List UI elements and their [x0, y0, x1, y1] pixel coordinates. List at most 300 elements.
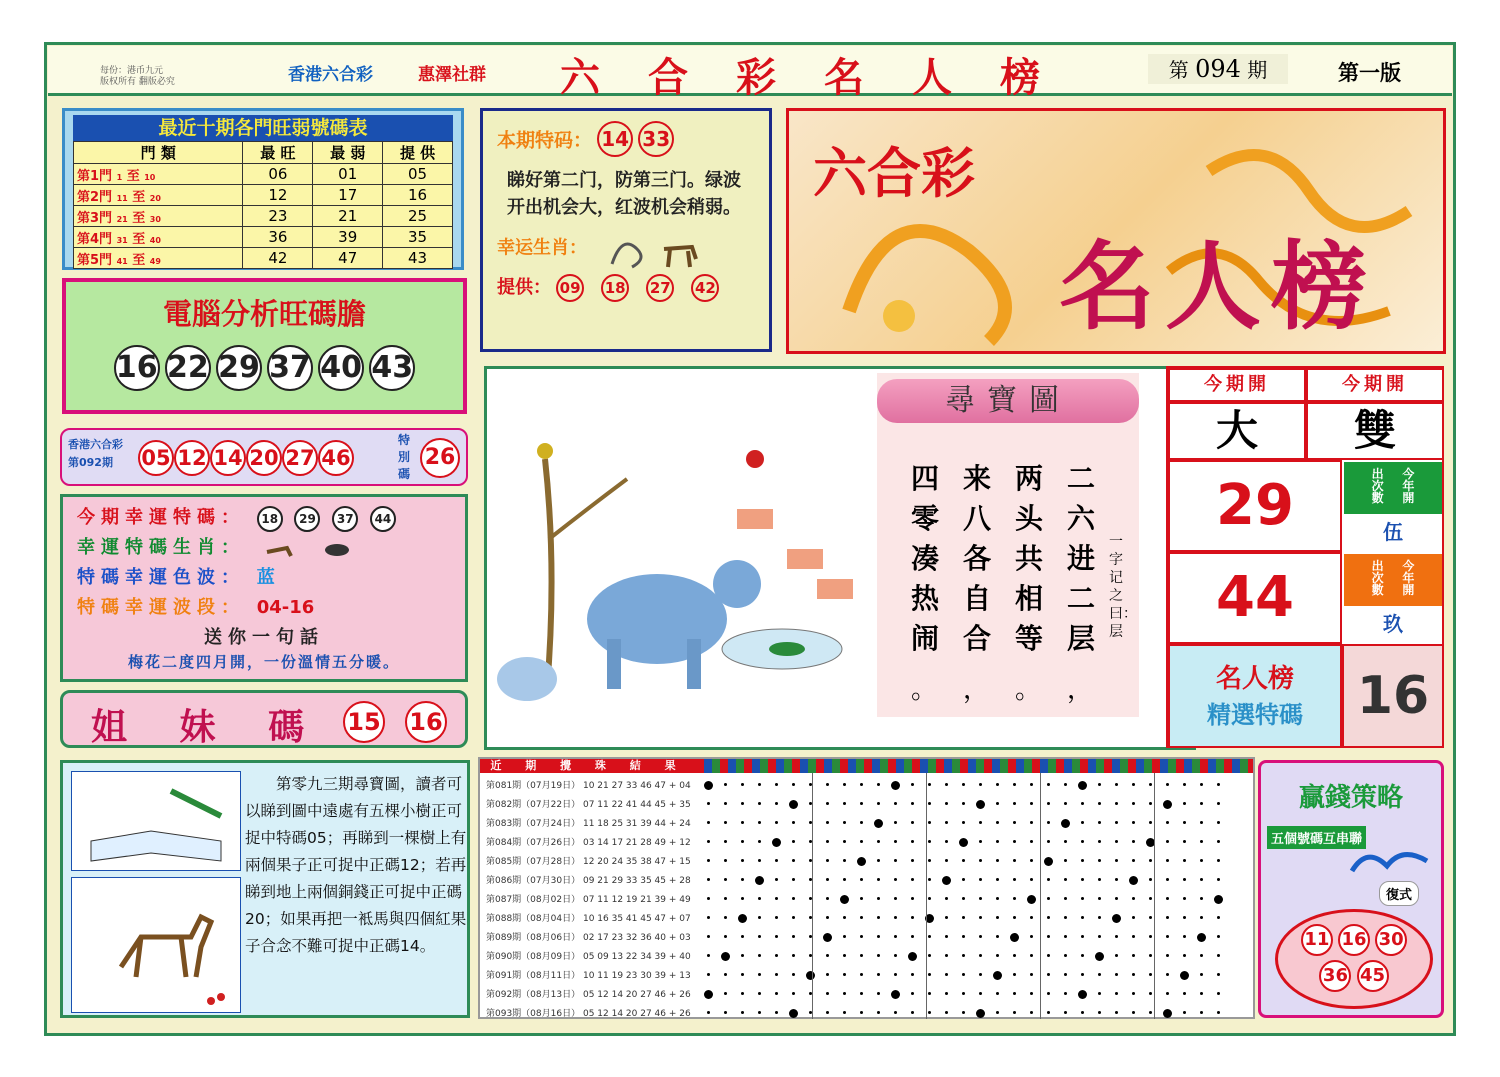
- dot-mark: [860, 992, 863, 995]
- dot-mark: [843, 973, 846, 976]
- dot-mark: [1183, 878, 1186, 881]
- sister-ball: 15: [343, 701, 385, 743]
- dot-mark: [1115, 840, 1118, 843]
- gate-to-label: 至: [132, 231, 146, 247]
- dot-mark: [707, 859, 710, 862]
- grid-divider: [1154, 773, 1155, 1019]
- dot-mark: [1081, 859, 1084, 862]
- dot-mark: [792, 916, 795, 919]
- dot-mark: [792, 821, 795, 824]
- table-header-cell: 提 供: [383, 142, 453, 164]
- dot-mark: [962, 878, 965, 881]
- dot-mark: [775, 954, 778, 957]
- dot-mark: [724, 821, 727, 824]
- dot-mark: [1013, 954, 1016, 957]
- dot-mark: [928, 859, 931, 862]
- dot-mark: [1030, 935, 1033, 938]
- recent-period: 第091期（08月11日）: [486, 971, 581, 981]
- computer-panel: [62, 278, 467, 414]
- zodiac-monkey-rat-icon: [257, 538, 357, 558]
- dot-mark: [775, 1011, 778, 1014]
- dot-mark: [860, 878, 863, 881]
- dot-mark: [945, 821, 948, 824]
- dot-row: [700, 853, 1253, 872]
- dot-mark: [1098, 1011, 1101, 1014]
- recent-period: 第082期（07月22日）: [486, 800, 581, 810]
- dot-mark: [1217, 935, 1220, 938]
- dot-mark: [758, 859, 761, 862]
- dot-mark: [755, 876, 764, 885]
- dot-mark: [843, 916, 846, 919]
- recent-results: [478, 757, 1255, 1019]
- gate-to-label: 至: [132, 210, 146, 226]
- dot-mark: [1095, 952, 1104, 961]
- table-header-cell: 最 弱: [313, 142, 383, 164]
- special-row: [497, 121, 755, 161]
- table-row: [74, 164, 453, 185]
- gate-from: 41: [116, 256, 128, 266]
- dot-mark: [911, 1011, 914, 1014]
- dot-mark: [1047, 992, 1050, 995]
- dot-mark: [942, 876, 951, 885]
- grid-divider: [812, 773, 813, 1019]
- table-header-cell: 門 類: [74, 142, 243, 164]
- dot-mark: [996, 916, 999, 919]
- dot-mark: [1047, 783, 1050, 786]
- last-draw-line2: 第092期: [68, 456, 113, 469]
- dot-mark: [1183, 859, 1186, 862]
- dot-mark: [1081, 954, 1084, 957]
- dot-mark: [1098, 916, 1101, 919]
- dot-mark: [894, 821, 897, 824]
- dot-mark: [911, 878, 914, 881]
- strategy-panel: [1258, 760, 1444, 1018]
- gate-from: 31: [116, 235, 128, 245]
- provide-cell: 16: [383, 185, 453, 206]
- dot-mark: [1115, 1011, 1118, 1014]
- dot-mark: [741, 878, 744, 881]
- dot-mark: [1149, 878, 1152, 881]
- gate-to-label: 至: [132, 252, 146, 268]
- issue-box: [1148, 54, 1288, 84]
- dot-mark: [911, 859, 914, 862]
- dot-mark: [894, 878, 897, 881]
- last-draw-ball: 05: [138, 440, 174, 476]
- dot-mark: [894, 1011, 897, 1014]
- dot-mark: [996, 802, 999, 805]
- sister-title: 姐 妹 碼: [91, 706, 325, 748]
- lucky-saying-title: 送你一句話: [204, 627, 324, 648]
- count-label-text: 今年開: [1402, 559, 1415, 597]
- dot-mark: [1010, 933, 1019, 942]
- cold-cell: 17: [313, 185, 383, 206]
- dot-mark: [996, 992, 999, 995]
- gate-label: 第4門: [77, 231, 113, 247]
- last-draw-ball: 27: [282, 440, 318, 476]
- dot-mark: [704, 990, 713, 999]
- dot-mark: [894, 935, 897, 938]
- dot-mark: [707, 878, 710, 881]
- dot-mark: [959, 838, 968, 847]
- dot-mark: [707, 954, 710, 957]
- dot-mark: [911, 973, 914, 976]
- last-draw-panel: [60, 428, 468, 486]
- gate-from: 11: [116, 193, 128, 203]
- dot-mark: [1183, 897, 1186, 900]
- dot-row: [700, 834, 1253, 853]
- treasure-picture: [484, 366, 1196, 750]
- dot-mark: [1166, 935, 1169, 938]
- dot-mark: [1064, 840, 1067, 843]
- dot-mark: [724, 802, 727, 805]
- dot-mark: [877, 916, 880, 919]
- recent-numbers: 12 20 24 35 38 47 + 15: [582, 857, 691, 867]
- dot-mark: [843, 802, 846, 805]
- dot-mark: [962, 916, 965, 919]
- dot-mark: [1098, 973, 1101, 976]
- dot-mark: [1163, 800, 1172, 809]
- dot-mark: [1030, 916, 1033, 919]
- dot-mark: [1132, 802, 1135, 805]
- gate-cell: [74, 206, 243, 227]
- dot-mark: [1197, 933, 1206, 942]
- last-draw-line1: 香港六合彩: [68, 438, 123, 451]
- banner: [786, 108, 1446, 354]
- dot-mark: [1163, 1009, 1172, 1018]
- dot-mark: [979, 878, 982, 881]
- dot-mark: [1217, 973, 1220, 976]
- dot-mark: [996, 859, 999, 862]
- table-header: [74, 142, 453, 164]
- dot-mark: [1047, 897, 1050, 900]
- dot-mark: [1030, 992, 1033, 995]
- dot-mark: [741, 1011, 744, 1014]
- dot-mark: [1064, 935, 1067, 938]
- gate-to: 49: [149, 256, 161, 266]
- dot-mark: [1200, 783, 1203, 786]
- dot-row: [700, 815, 1253, 834]
- dot-mark: [724, 992, 727, 995]
- issue-prefix: 第: [1168, 58, 1189, 82]
- dot-mark: [741, 954, 744, 957]
- lucky-range: 04-16: [256, 597, 315, 618]
- recent-period: 第085期（07月28日）: [486, 857, 581, 867]
- dot-mark: [1027, 895, 1036, 904]
- lucky-label: 特碼幸運色波：: [77, 567, 245, 588]
- dot-mark: [1166, 859, 1169, 862]
- dot-mark: [792, 783, 795, 786]
- dot-mark: [1013, 821, 1016, 824]
- dot-mark: [976, 800, 985, 809]
- dot-mark: [1132, 859, 1135, 862]
- recent-numbers: 11 18 25 31 39 44 + 24: [582, 819, 691, 829]
- dot-mark: [758, 840, 761, 843]
- color-strip: [696, 759, 1253, 773]
- dot-mark: [1183, 783, 1186, 786]
- dot-mark: [1129, 876, 1138, 885]
- dot-mark: [894, 916, 897, 919]
- dot-mark: [1200, 821, 1203, 824]
- dot-mark: [1217, 840, 1220, 843]
- dot-mark: [894, 954, 897, 957]
- dot-mark: [1200, 1011, 1203, 1014]
- dot-mark: [1064, 783, 1067, 786]
- hot-cell: 36: [243, 227, 313, 248]
- dot-mark: [894, 859, 897, 862]
- dot-mark: [1200, 973, 1203, 976]
- dot-mark: [826, 973, 829, 976]
- dot-mark: [843, 954, 846, 957]
- count-label: [1344, 462, 1442, 514]
- dot-mark: [707, 802, 710, 805]
- dot-mark: [775, 783, 778, 786]
- dot-mark: [996, 878, 999, 881]
- dot-mark: [792, 992, 795, 995]
- last-draw-special-ball: 26: [420, 438, 460, 478]
- dot-mark: [1081, 935, 1084, 938]
- zodiac-animals-icon: [592, 229, 702, 269]
- dot-mark: [928, 954, 931, 957]
- dot-mark: [962, 783, 965, 786]
- dot-mark: [877, 897, 880, 900]
- sister-ball: 16: [405, 701, 447, 743]
- computer-ball: 40: [318, 345, 364, 391]
- dot-mark: [1013, 840, 1016, 843]
- dot-mark: [792, 935, 795, 938]
- dot-mark: [758, 954, 761, 957]
- dot-mark: [962, 992, 965, 995]
- dot-mark: [1064, 878, 1067, 881]
- copyright-line: 版权所有 翻版必究: [100, 77, 175, 87]
- last-draw-balls: [138, 440, 354, 476]
- poem-column: 四零凑热闹: [911, 462, 940, 655]
- provide-cell: 43: [383, 248, 453, 269]
- dot-mark: [860, 916, 863, 919]
- dot-mark: [843, 821, 846, 824]
- dot-mark: [806, 971, 815, 980]
- dot-mark: [860, 1011, 863, 1014]
- dot-mark: [1064, 1011, 1067, 1014]
- dot-mark: [724, 1011, 727, 1014]
- dot-mark: [1047, 802, 1050, 805]
- dot-mark: [775, 935, 778, 938]
- dot-mark: [741, 821, 744, 824]
- dot-mark: [1132, 840, 1135, 843]
- poem-punct: 。: [1015, 675, 1042, 705]
- dot-mark: [945, 1011, 948, 1014]
- ten-period-table: [73, 141, 453, 269]
- dot-mark: [1149, 1011, 1152, 1014]
- dot-mark: [758, 783, 761, 786]
- dot-mark: [911, 897, 914, 900]
- dot-mark: [911, 935, 914, 938]
- dot-mark: [826, 992, 829, 995]
- dot-mark: [860, 973, 863, 976]
- dot-mark: [843, 1011, 846, 1014]
- grid-divider: [1040, 773, 1041, 1019]
- count-label-text: 出次數: [1371, 559, 1384, 597]
- dot-mark: [1112, 914, 1121, 923]
- dot-mark: [979, 783, 982, 786]
- recent-period: 第086期（07月30日）: [486, 876, 581, 886]
- dot-mark: [792, 954, 795, 957]
- dot-mark: [1166, 840, 1169, 843]
- grid-divider: [926, 773, 927, 1019]
- recent-row: [486, 891, 692, 910]
- lucky-panel: [60, 494, 468, 682]
- recent-period: 第083期（07月24日）: [486, 819, 581, 829]
- poem-side-note: 一字记之曰：层: [1109, 534, 1137, 640]
- dot-matrix: [700, 777, 1253, 1024]
- dot-mark: [1132, 954, 1135, 957]
- cold-cell: 21: [313, 206, 383, 227]
- dot-mark: [724, 897, 727, 900]
- dot-mark: [843, 878, 846, 881]
- dot-mark: [993, 971, 1002, 980]
- dot-mark: [758, 916, 761, 919]
- dot-mark: [758, 821, 761, 824]
- hot-cell: 12: [243, 185, 313, 206]
- gate-from: 1: [116, 172, 123, 182]
- dot-mark: [707, 935, 710, 938]
- dot-mark: [1030, 1011, 1033, 1014]
- dot-mark: [1132, 1011, 1135, 1014]
- dot-mark: [1200, 897, 1203, 900]
- provide-row: [497, 273, 755, 302]
- dot-mark: [1081, 1011, 1084, 1014]
- dot-mark: [860, 935, 863, 938]
- dot-mark: [826, 1011, 829, 1014]
- dot-mark: [1115, 878, 1118, 881]
- dot-mark: [1013, 973, 1016, 976]
- dot-mark: [1013, 878, 1016, 881]
- lucky-row: [77, 563, 451, 593]
- dot-mark: [877, 954, 880, 957]
- recent-row: [486, 834, 692, 853]
- provide-cell: 35: [383, 227, 453, 248]
- dot-mark: [1217, 802, 1220, 805]
- dot-mark: [860, 783, 863, 786]
- strategy-ball: 11: [1301, 924, 1333, 956]
- strategy-ball: 45: [1357, 960, 1389, 992]
- gate-label: 第5門: [77, 252, 113, 268]
- dot-mark: [1149, 954, 1152, 957]
- dot-mark: [741, 859, 744, 862]
- lucky-ball: 44: [370, 506, 396, 532]
- gate-cell: [74, 227, 243, 248]
- provide-ball: 42: [691, 274, 719, 302]
- dot-mark: [996, 783, 999, 786]
- dot-mark: [877, 992, 880, 995]
- dot-mark: [1047, 954, 1050, 957]
- lucky-ball: 29: [294, 506, 320, 532]
- recent-period: 第090期（08月09日）: [486, 952, 581, 962]
- dot-mark: [1098, 992, 1101, 995]
- dot-mark: [1115, 783, 1118, 786]
- lucky-ball: 37: [332, 506, 358, 532]
- poem-column: 两头共相等: [1015, 462, 1044, 655]
- banner-text2: 名人榜: [1059, 230, 1377, 343]
- dot-mark: [928, 821, 931, 824]
- dot-mark: [1047, 973, 1050, 976]
- recent-row: [486, 777, 692, 796]
- header-bar: [48, 46, 1452, 101]
- dot-mark: [1013, 1011, 1016, 1014]
- dot-mark: [1217, 783, 1220, 786]
- dot-mark: [1030, 840, 1033, 843]
- open-number: 29: [1168, 460, 1342, 552]
- dot-mark: [1098, 935, 1101, 938]
- provide-label: 提供：: [497, 277, 551, 298]
- dot-mark: [996, 935, 999, 938]
- edition: 第一版: [1338, 61, 1401, 85]
- dot-mark: [1047, 935, 1050, 938]
- dot-mark: [877, 935, 880, 938]
- dot-mark: [996, 1011, 999, 1014]
- dot-mark: [908, 952, 917, 961]
- recent-numbers: 05 12 14 20 27 46 + 26: [582, 1009, 691, 1019]
- dot-mark: [911, 840, 914, 843]
- dot-mark: [721, 952, 730, 961]
- recent-period: 第084期（07月26日）: [486, 838, 581, 848]
- computer-ball: 43: [369, 345, 415, 391]
- dot-mark: [911, 916, 914, 919]
- dot-mark: [792, 859, 795, 862]
- dot-mark: [928, 973, 931, 976]
- dot-mark: [1200, 878, 1203, 881]
- dot-mark: [979, 973, 982, 976]
- dot-mark: [928, 897, 931, 900]
- dot-row: [700, 948, 1253, 967]
- dot-mark: [979, 840, 982, 843]
- special-ball: 14: [597, 121, 633, 157]
- dot-mark: [860, 897, 863, 900]
- dot-mark: [775, 821, 778, 824]
- dot-mark: [707, 897, 710, 900]
- banner-text1: 六合彩: [813, 141, 975, 205]
- dot-mark: [877, 859, 880, 862]
- lucky-saying: 梅花二度四月開，一份溫情五分暖。: [127, 653, 400, 671]
- dot-mark: [1098, 840, 1101, 843]
- recent-numbers: 07 11 12 19 21 39 + 49: [582, 895, 691, 905]
- dot-mark: [1115, 973, 1118, 976]
- dot-mark: [1013, 859, 1016, 862]
- dot-mark: [1149, 935, 1152, 938]
- dot-mark: [962, 973, 965, 976]
- copyright-line: 每份：港币九元: [100, 66, 164, 76]
- dot-mark: [1013, 897, 1016, 900]
- dot-mark: [945, 935, 948, 938]
- dot-mark: [1064, 973, 1067, 976]
- pick-number: 16: [1342, 644, 1444, 748]
- dot-mark: [1149, 992, 1152, 995]
- dot-mark: [877, 973, 880, 976]
- dot-mark: [1200, 859, 1203, 862]
- dot-row: [700, 929, 1253, 948]
- dot-mark: [962, 821, 965, 824]
- recent-row: [486, 853, 692, 872]
- count-value: 伍: [1383, 520, 1403, 544]
- dot-mark: [826, 878, 829, 881]
- gate-label: 第2門: [77, 189, 113, 205]
- open-size: 大: [1168, 402, 1306, 460]
- dot-mark: [1081, 821, 1084, 824]
- dot-mark: [1200, 840, 1203, 843]
- dot-mark: [1200, 992, 1203, 995]
- brand-hk: 香港六合彩: [288, 65, 373, 85]
- treasure-title: 尋寶圖: [877, 379, 1139, 423]
- dot-mark: [945, 973, 948, 976]
